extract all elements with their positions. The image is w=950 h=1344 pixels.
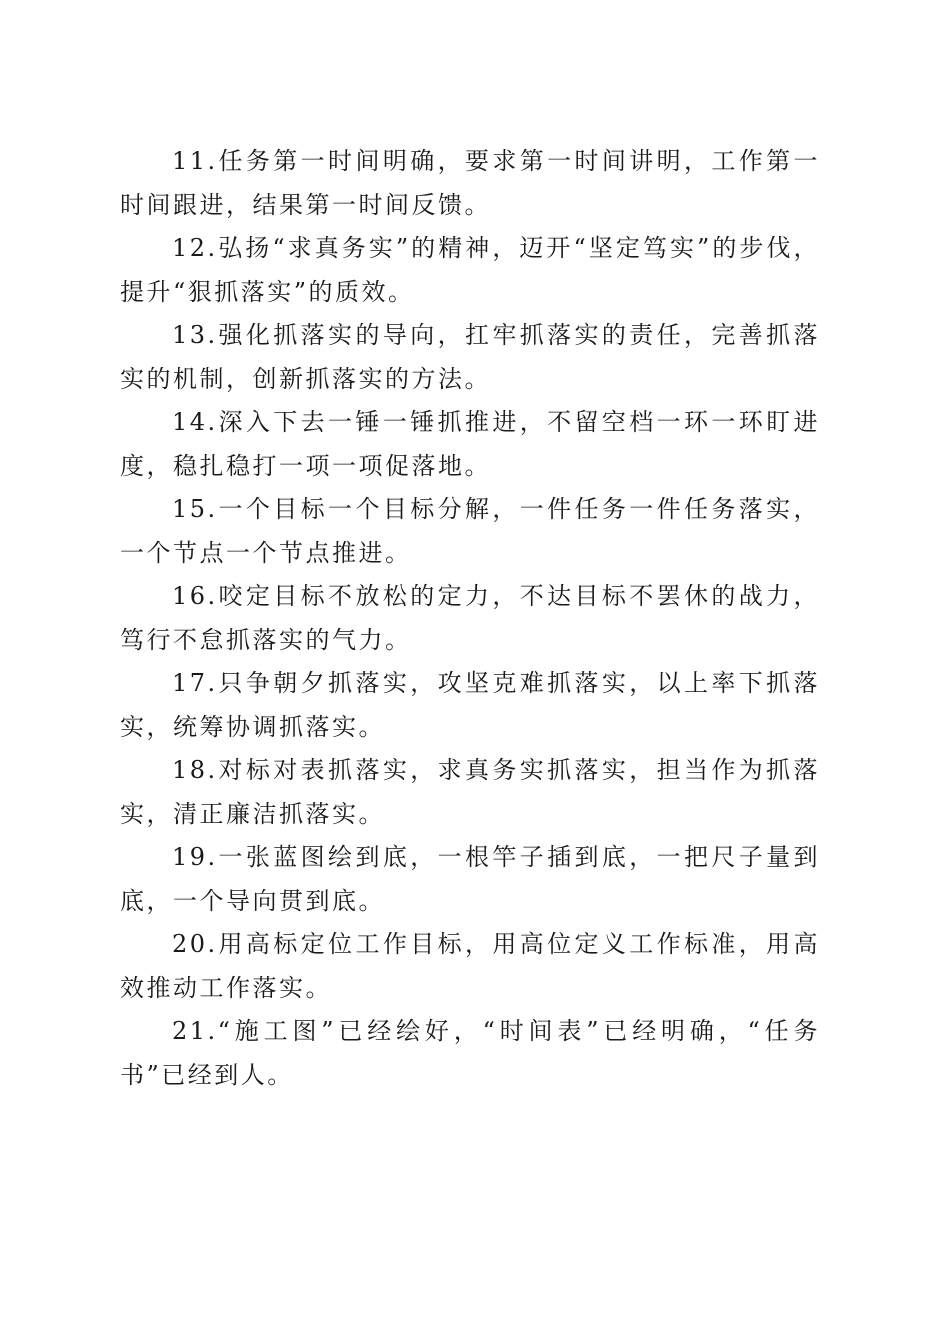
list-item-19: 19.一张蓝图绘到底，一根竿子插到底，一把尺子量到底，一个导向贯到底。 <box>120 843 820 915</box>
list-item-21: 21.“施工图”已经绘好，“时间表”已经明确，“任务书”已经到人。 <box>120 1017 820 1089</box>
list-item-16: 16.咬定目标不放松的定力，不达目标不罢休的战力，笃行不怠抓落实的气力。 <box>120 582 820 654</box>
document-body <box>120 140 820 1097</box>
list-item-15: 15.一个目标一个目标分解，一件任务一件任务落实，一个节点一个节点推进。 <box>120 495 820 567</box>
list-item-13: 13.强化抓落实的导向，扛牢抓落实的责任，完善抓落实的机制，创新抓落实的方法。 <box>120 321 820 393</box>
list-item-18: 18.对标对表抓落实，求真务实抓落实，担当作为抓落实，清正廉洁抓落实。 <box>120 756 820 828</box>
list-item-17: 17.只争朝夕抓落实，攻坚克难抓落实，以上率下抓落实，统筹协调抓落实。 <box>120 669 820 741</box>
list-item-11: 11.任务第一时间明确，要求第一时间讲明，工作第一时间跟进，结果第一时间反馈。 <box>120 147 820 219</box>
list-item-12: 12.弘扬“求真务实”的精神，迈开“坚定笃实”的步伐，提升“狠抓落实”的质效。 <box>120 234 820 306</box>
list-item-20: 20.用高标定位工作目标，用高位定义工作标准，用高效推动工作落实。 <box>120 930 820 1002</box>
list-item-14: 14.深入下去一锤一锤抓推进，不留空档一环一环盯进度，稳扎稳打一项一项促落地。 <box>120 408 820 480</box>
